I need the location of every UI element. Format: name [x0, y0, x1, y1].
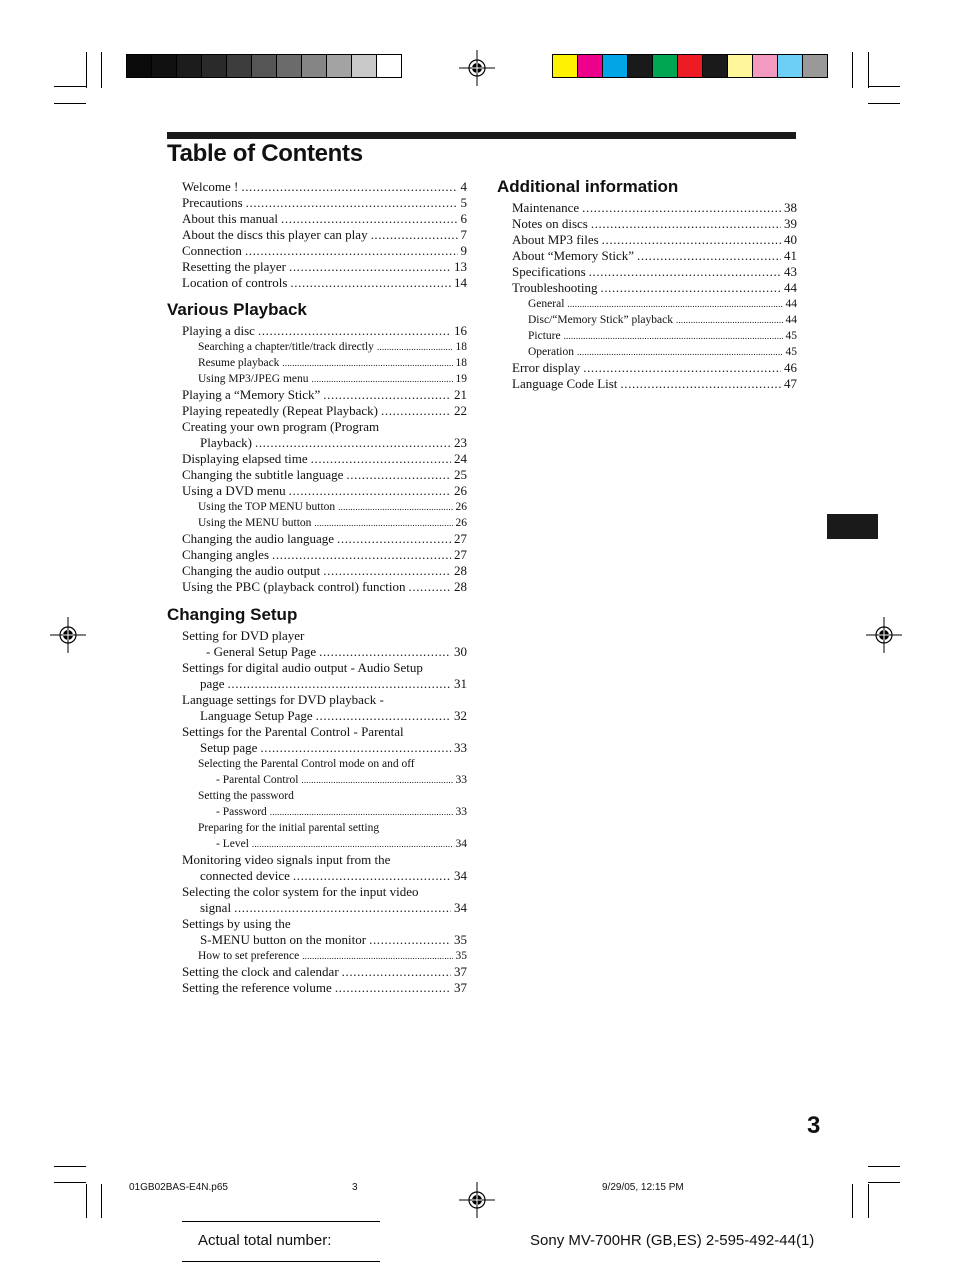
dot-leader	[302, 948, 452, 964]
toc-entry-label: Setting for DVD player	[182, 628, 305, 643]
toc-entry[interactable]	[182, 772, 467, 788]
dot-leader	[289, 259, 451, 275]
toc-entry[interactable]	[512, 328, 797, 344]
dot-leader	[258, 323, 451, 339]
toc-page-number: 6	[460, 211, 467, 226]
toc-entry-label: About “Memory Stick”	[512, 248, 635, 263]
dot-leader	[567, 296, 782, 312]
toc-entry[interactable]	[182, 900, 467, 916]
toc-entry-label: Creating your own program (Program	[182, 419, 380, 434]
toc-page-number: 45	[785, 330, 797, 342]
dot-leader	[371, 227, 458, 243]
toc-entry[interactable]	[512, 312, 797, 328]
crop-mark	[852, 1184, 853, 1218]
toc-page-number: 44	[784, 280, 797, 295]
dot-leader	[323, 387, 451, 403]
footer-filename: 01GB02BAS-E4N.p65	[129, 1182, 228, 1193]
toc-page-number: 44	[785, 298, 797, 310]
crop-mark	[868, 52, 869, 88]
toc-page-number: 43	[784, 264, 797, 279]
toc-entry[interactable]	[512, 232, 797, 248]
toc-page-number: 26	[454, 483, 467, 498]
toc-page-number: 4	[460, 179, 467, 194]
toc-page-number: 25	[454, 467, 467, 482]
color-calibration-bar	[552, 54, 828, 78]
color-swatch	[603, 55, 628, 77]
color-swatch	[653, 55, 678, 77]
dot-leader	[252, 836, 453, 852]
toc-entry-label: Playback)	[200, 435, 252, 450]
toc-entry-label: Resume playback	[198, 357, 280, 369]
dot-leader	[228, 676, 451, 692]
toc-page-number: 26	[455, 501, 467, 513]
toc-entry[interactable]	[182, 980, 467, 996]
toc-entry[interactable]	[182, 355, 467, 371]
toc-entry-label: Setting the password	[198, 790, 294, 802]
dot-leader	[377, 339, 453, 355]
toc-entry-label: Settings for digital audio output - Audio Setup	[182, 660, 423, 675]
toc-entry[interactable]	[182, 275, 467, 291]
toc-entry-label: Setup page	[200, 740, 258, 755]
toc-page-number: 24	[454, 451, 467, 466]
dot-leader	[381, 403, 451, 419]
toc-entry-label: Playing repeatedly (Repeat Playback)	[182, 403, 379, 418]
toc-page-number: 33	[454, 740, 467, 755]
toc-page-number: 27	[454, 547, 467, 562]
toc-entry-label: Using the TOP MENU button	[198, 501, 336, 513]
color-swatch	[803, 55, 827, 77]
toc-entry[interactable]	[182, 499, 467, 515]
toc-entry[interactable]	[182, 708, 467, 724]
dot-leader	[314, 515, 452, 531]
toc-entry-label: Disc/“Memory Stick” playback	[528, 314, 673, 326]
toc-entry-label: Searching a chapter/title/track directly	[198, 341, 374, 353]
color-swatch	[352, 55, 377, 77]
crop-mark	[852, 52, 853, 88]
toc-entry-label: Selecting the color system for the input video	[182, 884, 419, 899]
crop-mark	[101, 52, 102, 88]
dot-leader	[338, 499, 452, 515]
toc-entry[interactable]	[182, 563, 467, 579]
toc-entry[interactable]	[512, 376, 797, 392]
toc-entry-label: Location of controls	[182, 275, 288, 290]
toc-entry[interactable]	[182, 243, 467, 259]
toc-page-number: 37	[454, 964, 467, 979]
color-swatch	[302, 55, 327, 77]
toc-entry-label: Settings by using the	[182, 916, 291, 931]
intro-toc-list	[182, 179, 467, 291]
toc-entry[interactable]	[182, 179, 467, 195]
toc-entry-label: connected device	[200, 868, 290, 883]
color-swatch	[377, 55, 401, 77]
toc-entry[interactable]	[182, 868, 467, 884]
color-swatch	[127, 55, 152, 77]
toc-entry[interactable]	[182, 932, 467, 948]
color-swatch	[252, 55, 277, 77]
dot-leader	[637, 248, 781, 264]
toc-entry-label: Troubleshooting	[512, 280, 598, 295]
dot-leader	[293, 868, 451, 884]
footer-sheet-number: 3	[352, 1182, 358, 1193]
dot-leader	[241, 179, 457, 195]
toc-entry-label: Specifications	[512, 264, 586, 279]
toc-page-number: 37	[454, 980, 467, 995]
dot-leader	[260, 740, 451, 756]
color-swatch	[177, 55, 202, 77]
toc-entry-label: Using the MENU button	[198, 517, 312, 529]
toc-entry-label: Language Setup Page	[200, 708, 313, 723]
toc-entry-label: Maintenance	[512, 200, 580, 215]
dot-leader	[342, 964, 451, 980]
toc-entry[interactable]	[182, 451, 467, 467]
dot-leader	[564, 328, 783, 344]
toc-page-number: 33	[455, 806, 467, 818]
crop-mark	[868, 103, 900, 104]
toc-entry-label: Settings for the Parental Control - Parental	[182, 724, 404, 739]
toc-entry-label: Changing the audio output	[182, 563, 321, 578]
color-swatch	[778, 55, 803, 77]
toc-page-number: 19	[455, 373, 467, 385]
footer-total-label: Actual total number:	[198, 1232, 332, 1249]
toc-entry-label: How to set preference	[198, 950, 300, 962]
toc-entry[interactable]	[512, 360, 797, 376]
toc-entry[interactable]	[182, 515, 467, 531]
dot-leader	[282, 355, 452, 371]
page-title: Table of Contents	[167, 140, 363, 167]
toc-entry[interactable]	[182, 387, 467, 403]
toc-entry[interactable]	[182, 435, 467, 451]
dot-leader	[346, 467, 451, 483]
dot-leader	[337, 531, 451, 547]
toc-entry-label: Preparing for the initial parental setting	[198, 822, 380, 834]
toc-page-number: 47	[784, 376, 797, 391]
toc-entry-label: Monitoring video signals input from the	[182, 852, 391, 867]
dot-leader	[289, 483, 451, 499]
dot-leader	[319, 644, 451, 660]
toc-entry[interactable]	[182, 195, 467, 211]
dot-leader	[335, 980, 451, 996]
toc-page-number: 7	[460, 227, 467, 242]
registration-target-icon	[866, 617, 902, 653]
crop-mark	[54, 1166, 86, 1167]
color-swatch	[703, 55, 728, 77]
toc-page-number: 41	[784, 248, 797, 263]
dot-leader	[272, 547, 451, 563]
toc-entry-label: Language settings for DVD playback -	[182, 692, 384, 707]
toc-page-number: 30	[454, 644, 467, 659]
toc-entry[interactable]	[182, 467, 467, 483]
section-heading-various-playback: Various Playback	[167, 300, 307, 319]
toc-entry[interactable]	[182, 259, 467, 275]
toc-entry-label: Resetting the player	[182, 259, 286, 274]
toc-entry-label: Displaying elapsed time	[182, 451, 308, 466]
registration-target-icon	[459, 50, 495, 86]
toc-entry[interactable]	[512, 296, 797, 312]
crop-mark	[54, 86, 86, 87]
toc-entry-label: Using a DVD menu	[182, 483, 286, 498]
dot-leader	[582, 200, 781, 216]
toc-entry[interactable]	[182, 227, 467, 243]
dot-leader	[620, 376, 781, 392]
toc-entry-label: Playing a disc	[182, 323, 255, 338]
toc-page-number: 13	[454, 259, 467, 274]
footer-model-code: Sony MV-700HR (GB,ES) 2-595-492-44(1)	[530, 1232, 815, 1249]
toc-page-number: 34	[454, 868, 467, 883]
toc-page-number: 34	[455, 838, 467, 850]
crop-mark	[101, 1184, 102, 1218]
toc-page-number: 18	[455, 357, 467, 369]
toc-page-number: 38	[784, 200, 797, 215]
color-swatch	[277, 55, 302, 77]
dot-leader	[591, 216, 781, 232]
crop-mark	[868, 1182, 900, 1183]
registration-target-icon	[50, 617, 86, 653]
toc-page-number: 35	[454, 932, 467, 947]
dot-leader	[246, 195, 458, 211]
toc-entry-label: Selecting the Parental Control mode on and off	[198, 758, 415, 770]
color-swatch	[202, 55, 227, 77]
dot-leader	[234, 900, 451, 916]
toc-entry-label: About MP3 files	[512, 232, 599, 247]
toc-entry-label: Setting the clock and calendar	[182, 964, 339, 979]
toc-page-number: 34	[454, 900, 467, 915]
toc-entry[interactable]	[182, 547, 467, 563]
toc-entry[interactable]	[512, 344, 797, 360]
toc-page-number: 28	[454, 579, 467, 594]
color-swatch	[327, 55, 352, 77]
toc-page-number: 45	[785, 346, 797, 358]
toc-entry-label: Using MP3/JPEG menu	[198, 373, 309, 385]
toc-entry[interactable]	[182, 964, 467, 980]
dot-leader	[311, 451, 451, 467]
toc-page-number: 14	[454, 275, 467, 290]
dot-leader	[312, 371, 453, 387]
toc-entry[interactable]	[182, 579, 467, 595]
toc-entry-label: Notes on discs	[512, 216, 588, 231]
crop-mark	[86, 52, 87, 88]
toc-entry[interactable]	[182, 804, 467, 820]
toc-page-number: 23	[454, 435, 467, 450]
various-playback-toc-list	[182, 323, 467, 595]
toc-page-number: 35	[455, 950, 467, 962]
toc-entry-label: Welcome !	[182, 179, 239, 194]
crop-mark	[868, 1184, 869, 1218]
toc-entry-label: page	[200, 676, 225, 691]
footer-rule	[182, 1261, 380, 1262]
toc-page-number: 39	[784, 216, 797, 231]
toc-page-number: 44	[785, 314, 797, 326]
toc-entry-label: About this manual	[182, 211, 279, 226]
dot-leader	[583, 360, 781, 376]
footer-timestamp: 9/29/05, 12:15 PM	[602, 1182, 684, 1193]
dot-leader	[589, 264, 781, 280]
color-swatch	[578, 55, 603, 77]
color-swatch	[553, 55, 578, 77]
toc-entry-label: Changing the audio language	[182, 531, 334, 546]
toc-entry-label: Changing the subtitle language	[182, 467, 344, 482]
toc-entry-label: General	[528, 298, 565, 310]
toc-entry-label: Playing a “Memory Stick”	[182, 387, 321, 402]
section-heading-changing-setup: Changing Setup	[167, 605, 298, 624]
toc-entry-label: Precautions	[182, 195, 243, 210]
toc-entry-label: S-MENU button on the monitor	[200, 932, 367, 947]
crop-mark	[54, 1182, 86, 1183]
dot-leader	[409, 579, 452, 595]
toc-entry-label: Setting the reference volume	[182, 980, 332, 995]
toc-entry[interactable]	[182, 948, 467, 964]
toc-entry[interactable]	[182, 836, 467, 852]
toc-entry[interactable]	[512, 200, 797, 216]
toc-page-number: 33	[455, 774, 467, 786]
dot-leader	[290, 275, 451, 291]
toc-entry-label: Connection	[182, 243, 242, 258]
toc-page-number: 46	[784, 360, 797, 375]
toc-page-number: 32	[454, 708, 467, 723]
section-tab-marker	[827, 514, 878, 539]
toc-entry[interactable]	[182, 339, 467, 355]
color-swatch	[227, 55, 252, 77]
toc-entry-label: Changing angles	[182, 547, 270, 562]
toc-entry-label: - Password	[216, 806, 267, 818]
crop-mark	[868, 86, 900, 87]
toc-entry[interactable]	[512, 248, 797, 264]
color-swatch	[628, 55, 653, 77]
toc-entry-label: signal	[200, 900, 232, 915]
toc-page-number: 40	[784, 232, 797, 247]
toc-entry-label: Language Code List	[512, 376, 618, 391]
dot-leader	[602, 232, 781, 248]
dot-leader	[281, 211, 457, 227]
changing-setup-toc-list	[182, 628, 467, 996]
toc-entry[interactable]	[182, 483, 467, 499]
toc-page-number: 18	[455, 341, 467, 353]
toc-entry[interactable]	[182, 371, 467, 387]
toc-entry-label: Error display	[512, 360, 581, 375]
toc-page-number: 21	[454, 387, 467, 402]
additional-information-toc-list	[512, 200, 797, 392]
toc-entry-label: Using the PBC (playback control) function	[182, 579, 406, 594]
toc-entry[interactable]	[182, 644, 467, 660]
toc-entry[interactable]	[182, 531, 467, 547]
dot-leader	[301, 772, 452, 788]
toc-page-number: 22	[454, 403, 467, 418]
color-swatch	[753, 55, 778, 77]
toc-entry[interactable]	[182, 403, 467, 419]
color-swatch	[678, 55, 703, 77]
crop-mark	[86, 1184, 87, 1218]
toc-page-number: 27	[454, 531, 467, 546]
footer-rule	[182, 1221, 380, 1222]
section-heading-additional-information: Additional information	[497, 177, 679, 196]
crop-mark	[54, 103, 86, 104]
dot-leader	[600, 280, 781, 296]
registration-target-icon	[459, 1182, 495, 1218]
dot-leader	[676, 312, 783, 328]
toc-entry-label: About the discs this player can play	[182, 227, 368, 242]
dot-leader	[577, 344, 783, 360]
toc-entry-label: - General Setup Page	[206, 644, 317, 659]
dot-leader	[245, 243, 458, 259]
toc-page-number: 16	[454, 323, 467, 338]
color-swatch	[152, 55, 177, 77]
toc-entry[interactable]	[182, 676, 467, 692]
toc-entry[interactable]	[182, 323, 467, 339]
page-number: 3	[807, 1112, 821, 1139]
dot-leader	[323, 563, 451, 579]
title-rule	[167, 132, 796, 139]
toc-entry[interactable]	[512, 216, 797, 232]
toc-entry[interactable]	[182, 740, 467, 756]
toc-entry-label: Picture	[528, 330, 561, 342]
toc-page-number: 31	[454, 676, 467, 691]
dot-leader	[316, 708, 451, 724]
toc-page-number: 9	[460, 243, 467, 258]
toc-entry-label: Operation	[528, 346, 574, 358]
toc-entry-label: - Parental Control	[216, 774, 299, 786]
color-swatch	[728, 55, 753, 77]
toc-page-number: 26	[455, 517, 467, 529]
dot-leader	[270, 804, 453, 820]
toc-entry[interactable]	[512, 264, 797, 280]
toc-entry[interactable]	[182, 211, 467, 227]
crop-mark	[868, 1166, 900, 1167]
dot-leader	[369, 932, 451, 948]
grayscale-calibration-bar	[126, 54, 402, 78]
toc-entry-label: - Level	[216, 838, 249, 850]
toc-page-number: 5	[460, 195, 467, 210]
toc-page-number: 28	[454, 563, 467, 578]
dot-leader	[255, 435, 451, 451]
toc-entry[interactable]	[512, 280, 797, 296]
